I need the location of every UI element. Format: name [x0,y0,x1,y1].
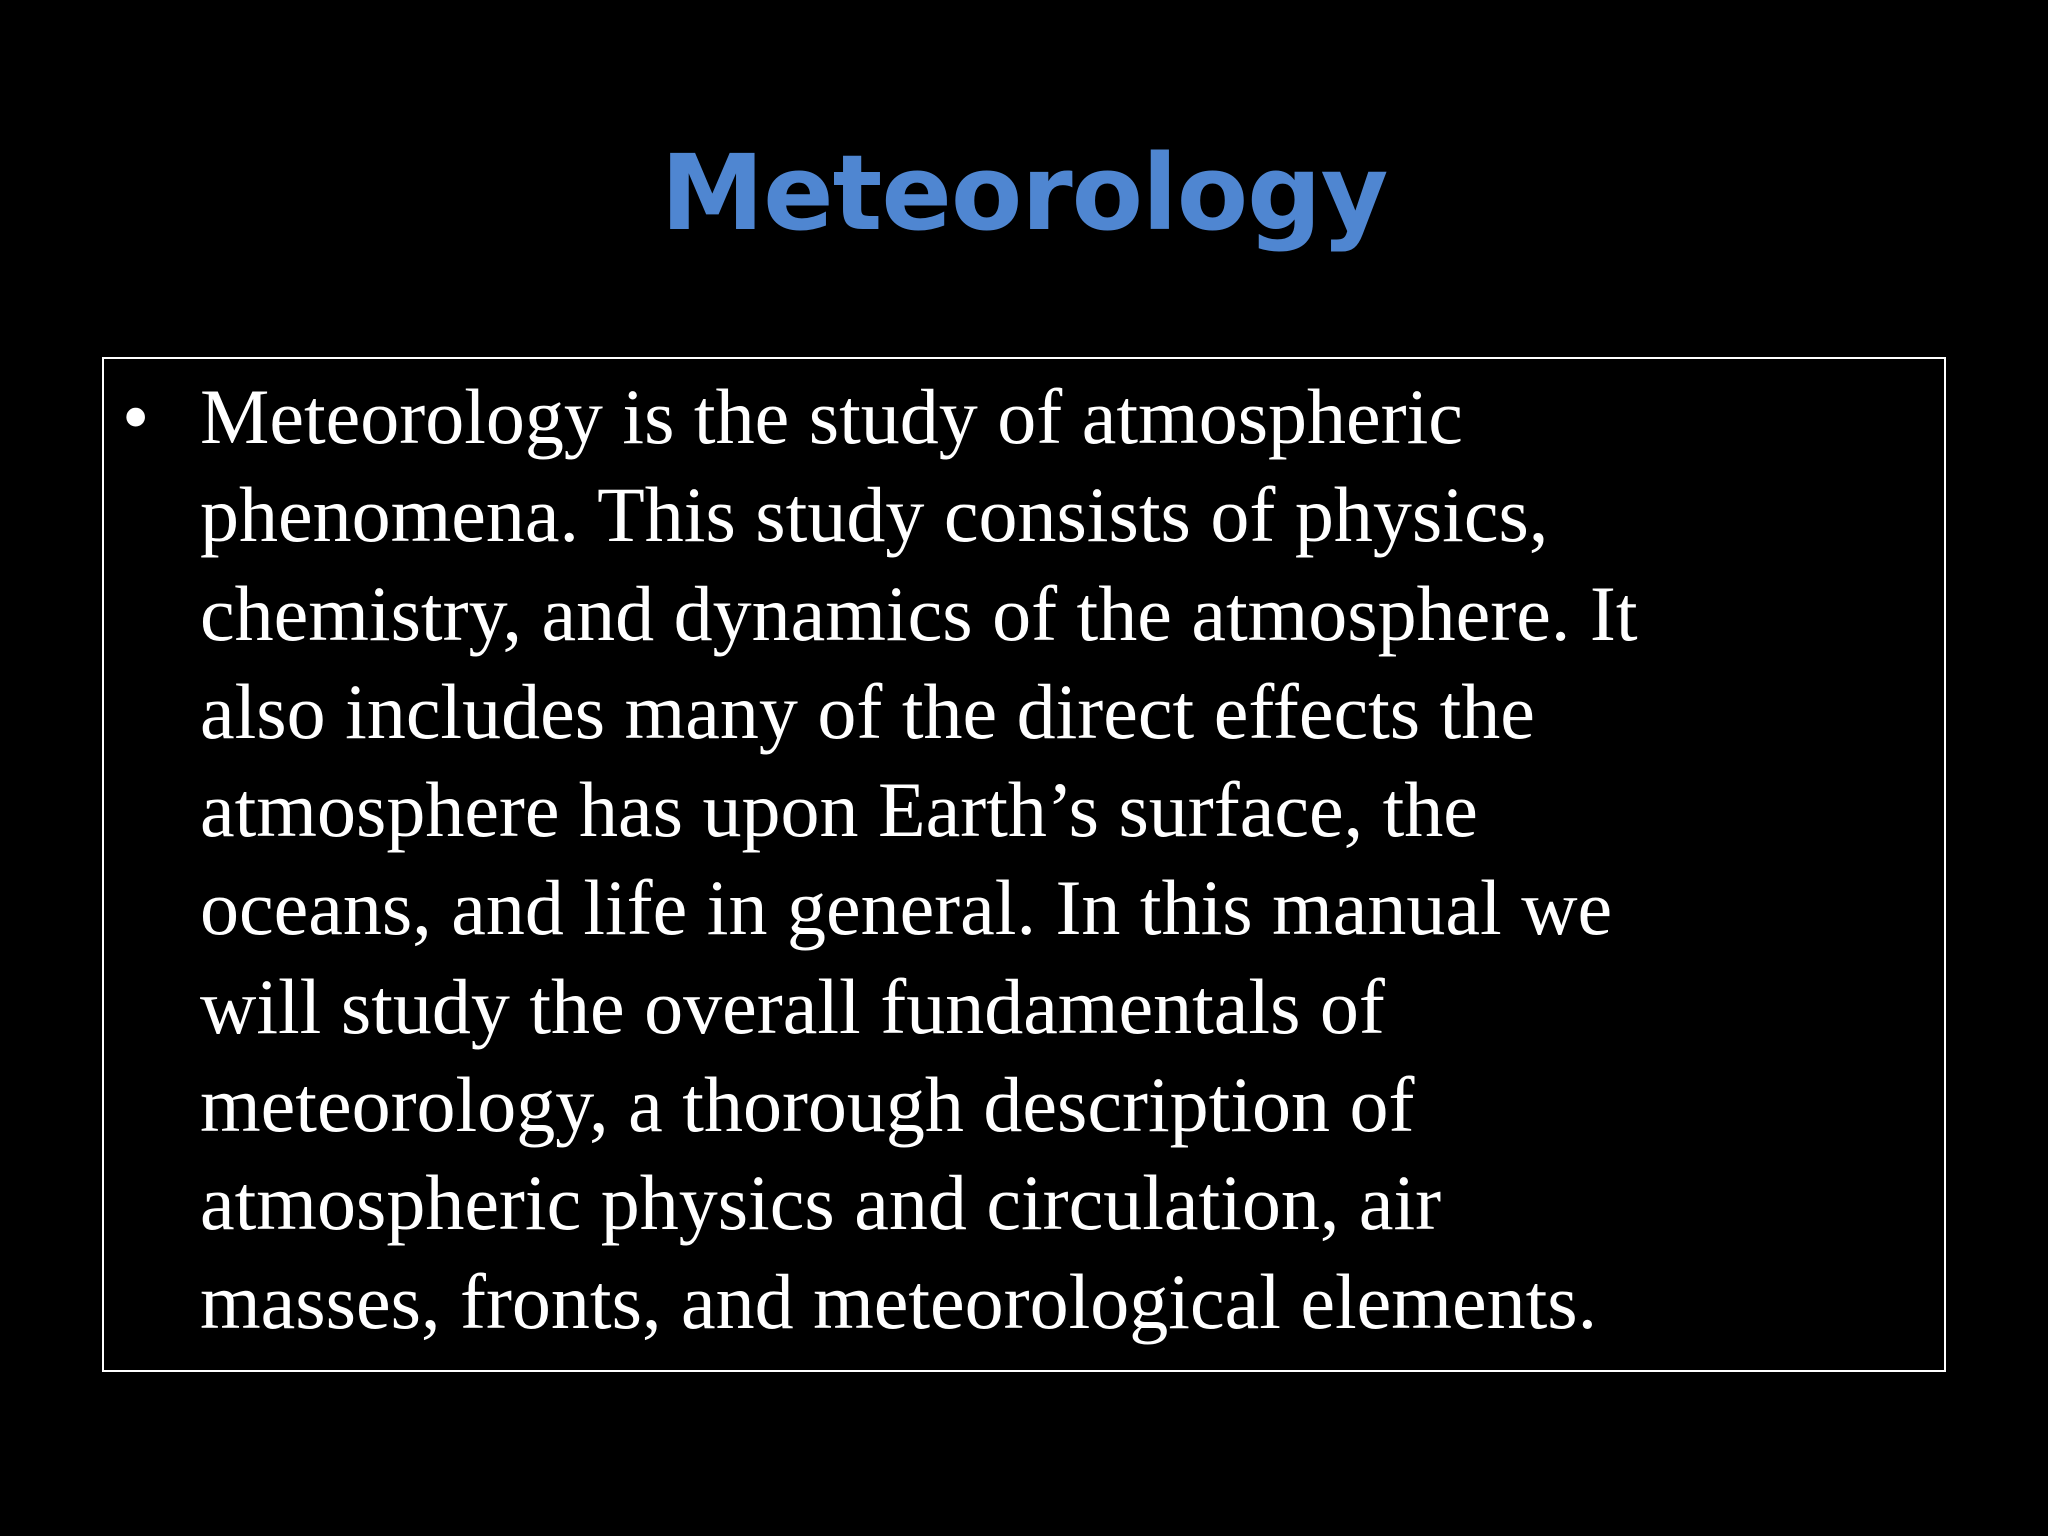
bullet-line: atmospheric physics and circulation, air [200,1159,1442,1247]
bullet-marker: • [122,373,150,460]
bullet-line: Meteorology is the study of atmospheric [200,373,1463,460]
bullet-line: phenomena. This study consists of physics, [200,471,1549,559]
bullet-line: also includes many of the direct effects the [200,667,1535,755]
slide-title: Meteorology [660,132,1388,254]
bullet-line: chemistry, and dynamics of the atmosphere. It [200,569,1638,657]
bullet-paragraph [200,368,1920,1351]
bullet-line: atmosphere has upon Earth’s surface, the [200,766,1478,854]
bullet-line: will study the overall fundamentals of [200,962,1385,1050]
bullet-line: masses, fronts, and meteorological elements. [200,1257,1598,1345]
bullet-line: oceans, and life in general. In this manual we [200,864,1613,952]
bullet-line: meteorology, a thorough description of [200,1061,1415,1149]
